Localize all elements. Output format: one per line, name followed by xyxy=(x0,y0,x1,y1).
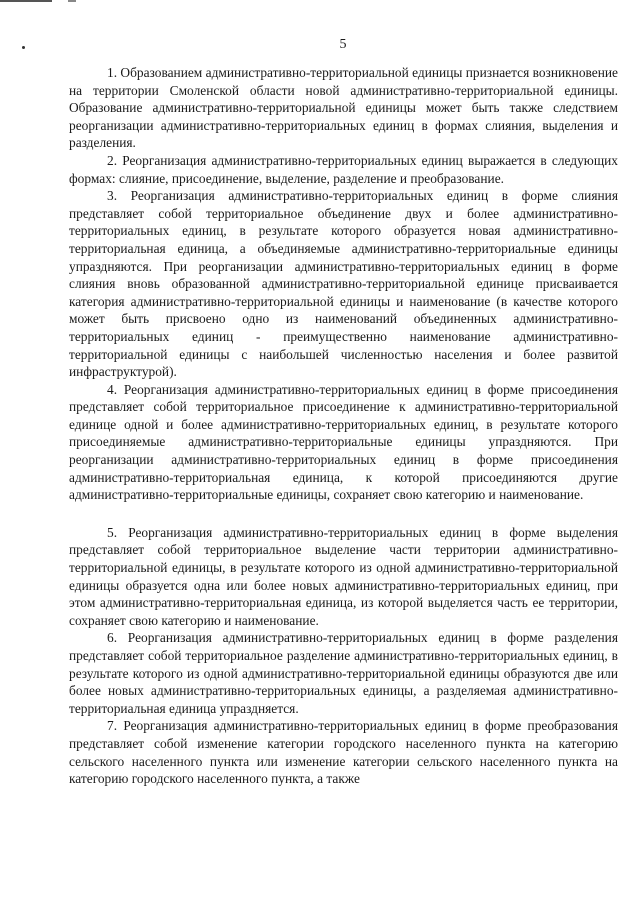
paragraph-1: 1. Образованием административно-территориальной единицы признается возникновение на территории Смоленской области новой административно-территориальной единицы. Образование административно-территориальной единицы может быть также следствием реорганизации административно-территориальных единиц в формах слияния, выделения и разделения. xyxy=(69,65,618,151)
paragraph-3: 3. Реорганизация административно-территориальных единиц в форме слияния представляет собой территориальное объединение двух и более административно-территориальных единиц, в результате которого образуется новая административно-территориальная единица, а объединяемые административно-территориальные единицы упраздняются. При реорганизации административно-территориальных единиц в форме слияния вновь образованной административно-территориальной единице присваивается категория административно-территориальной единицы и наименование (в качестве которого может быть присвоено одно из наименований объединенных административно-территориальных единиц - преимущественно наименование административно-территориальной единицы с наибольшей численностью населения и более развитой инфраструктурой). xyxy=(69,188,618,380)
paragraph-6: 6. Реорганизация административно-территориальных единиц в форме разделения представляет собой территориальное разделение административно-территориальных единиц, в результате которого из одной административно-территориальной единицы образуются две или более новых административно-территориальных единицы, а разделяемая административно-территориальная единица упраздняется. xyxy=(69,630,618,716)
paragraph-5: 5. Реорганизация административно-территориальных единиц в форме выделения представляет собой территориальное выделение части территории административно-территориальной единицы, в результате которого из одной административно-территориальной единицы образуется одна или более новых административно-территориальных единиц, при этом административно-территориальная единица, из которой выделяется часть ее территории, сохраняет свою категорию и наименование. xyxy=(69,524,618,628)
scan-artifact xyxy=(68,0,76,2)
scan-artifact xyxy=(0,0,52,2)
paragraph-4: 4. Реорганизация административно-территориальных единиц в форме присоединения представляет собой территориальное присоединение к административно-территориальной единице одной и более административно-территориальных единиц, в результате которого присоединяемые административно-территориальные единицы упраздняются. При реорганизации административно-территориальных единиц в форме присоединения административно-территориальная единица, к которой присоединяются другие административно-территориальные единицы, сохраняет свою категорию и наименование. xyxy=(69,381,618,503)
page-number: 5 xyxy=(339,37,347,52)
paragraph-7: 7. Реорганизация административно-территориальных единиц в форме преобразования представляет собой изменение категории городского населенного пункта на категорию сельского населенного пункта или изменение категории сельского населенного пункта на категорию городского населенного пункта, а также xyxy=(69,718,618,787)
paragraph-2: 2. Реорганизация административно-территориальных единиц выражается в следующих формах: слияние, присоединение, выделение, разделение и преобразование. xyxy=(69,152,618,186)
document-body xyxy=(69,64,618,788)
